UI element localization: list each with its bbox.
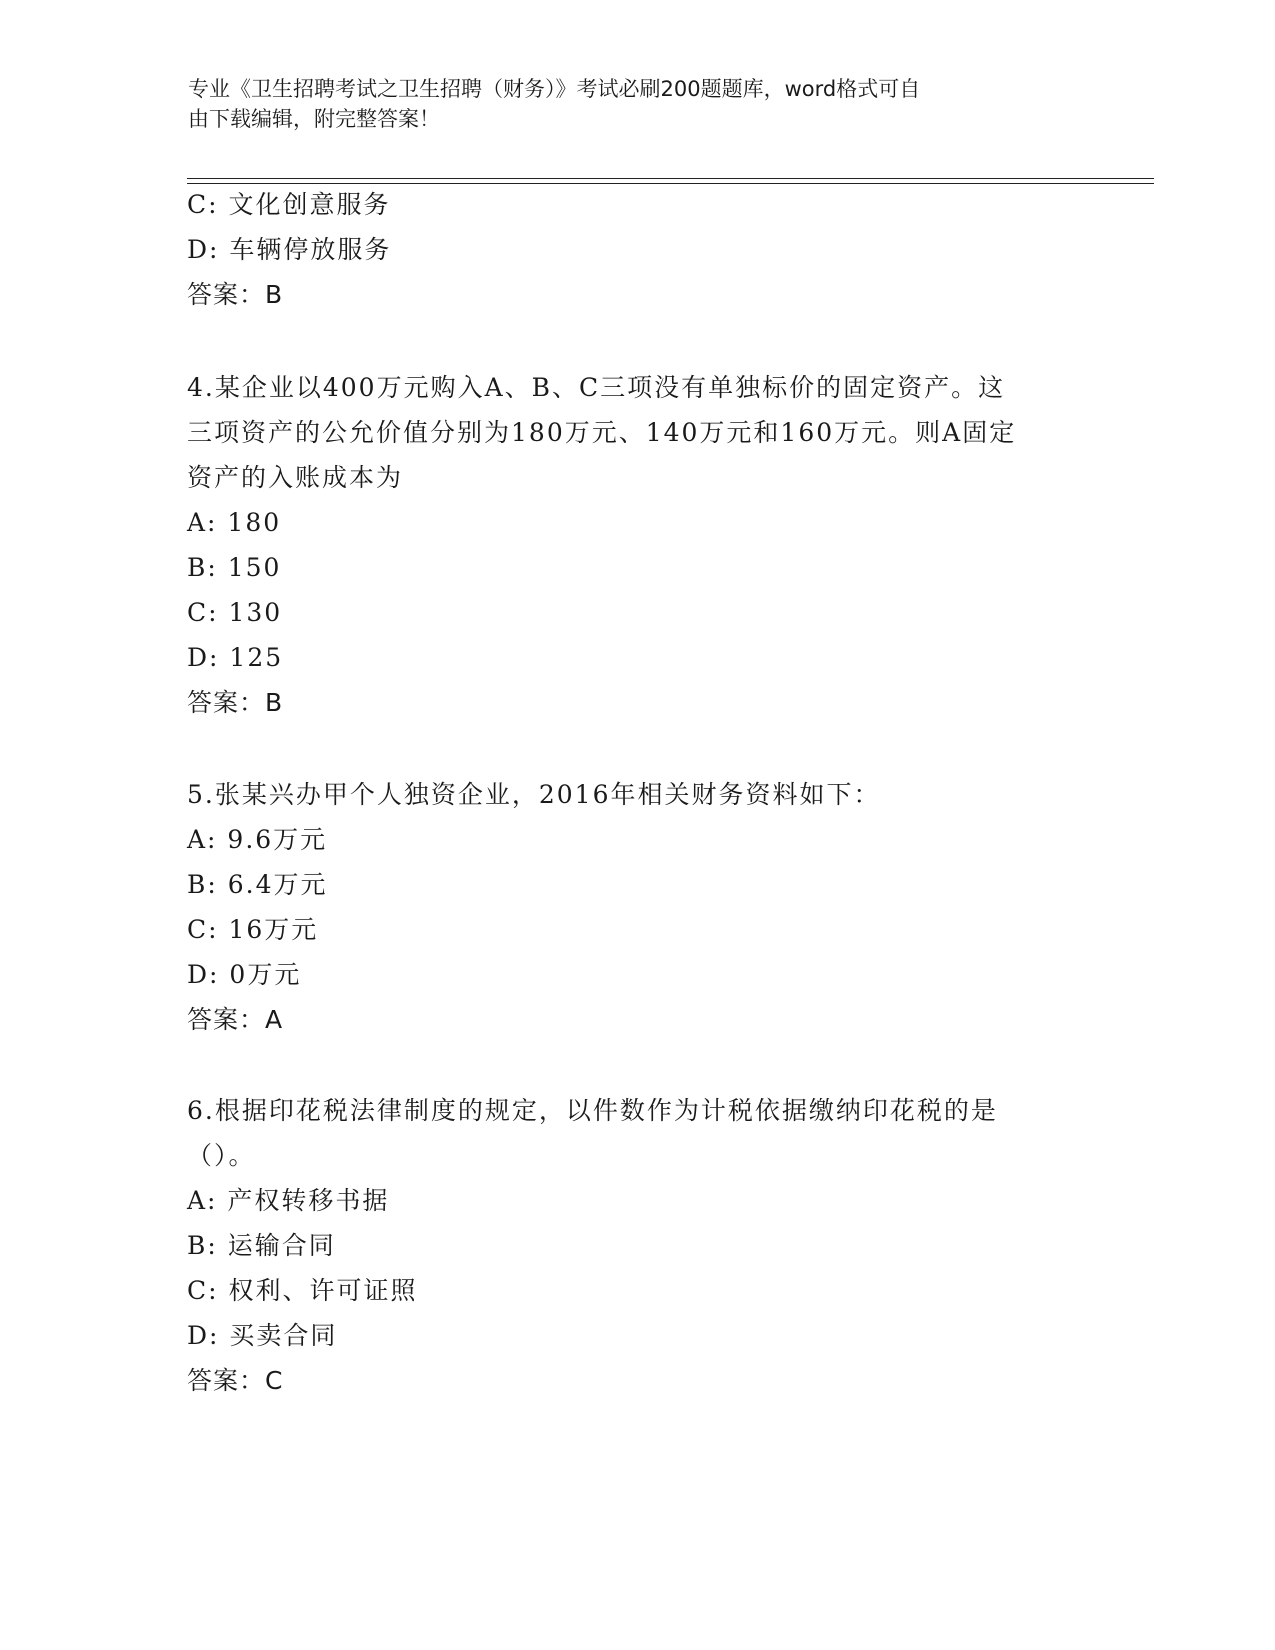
question-4-stem-line-2: 三项资产的公允价值分别为180万元、140万元和160万元。则A固定 [187,418,1017,447]
question-5-option-b: B: 6.4万元 [187,870,328,899]
question-4-stem-line-3: 资产的入账成本为 [187,463,404,492]
question-5-stem-line-1: 5.张某兴办甲个人独资企业，2016年相关财务资料如下： [187,780,881,809]
question-6-stem-line-2: （）。 [187,1141,256,1170]
question-4-option-a: A: 180 [187,508,282,537]
question-4-stem-line-1: 4.某企业以400万元购入A、B、C三项没有单独标价的固定资产。这 [187,373,1006,402]
question-4-option-c: C: 130 [187,598,283,627]
question-4-option-d: D: 125 [187,643,284,672]
page-header [188,74,1068,134]
header-line-1: 专业《卫生招聘考试之卫生招聘（财务）》考试必刷200题题库，word格式可自 [188,77,921,101]
question-6-option-b: B: 运输合同 [187,1231,336,1260]
answer: 答案：B [187,280,284,309]
question-4-answer: 答案：B [187,688,284,717]
question-5-option-d: D: 0万元 [187,960,302,989]
question-5-option-c: C: 16万元 [187,915,319,944]
question-6-answer: 答案：C [187,1366,284,1395]
header-line-2: 由下载编辑，附完整答案！ [188,107,440,131]
header-divider-top [187,178,1154,179]
question-5-option-a: A: 9.6万元 [187,825,328,854]
question-6-option-c: C: 权利、许可证照 [187,1276,418,1305]
question-6-stem-line-1: 6.根据印花税法律制度的规定，以件数作为计税依据缴纳印花税的是 [187,1096,998,1125]
question-5-answer: 答案：A [187,1005,284,1034]
header-divider-bottom [187,183,1154,184]
question-4-option-b: B: 150 [187,553,282,582]
question-6-option-a: A: 产权转移书据 [187,1186,390,1215]
option-d: D: 车辆停放服务 [187,235,392,264]
option-c: C: 文化创意服务 [187,190,391,219]
question-6-option-d: D: 买卖合同 [187,1321,338,1350]
